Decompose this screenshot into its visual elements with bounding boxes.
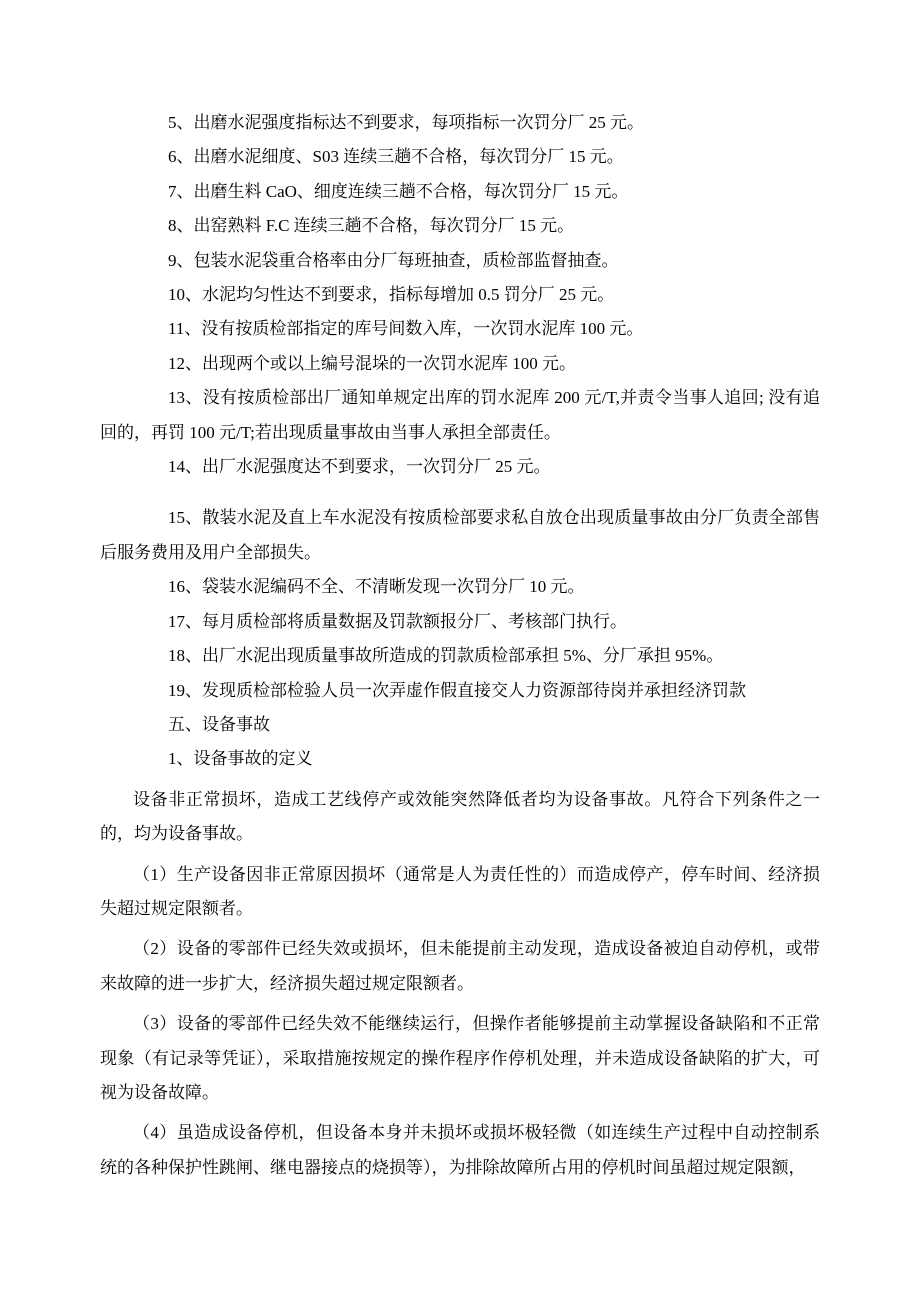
paragraph: 设备非正常损坏，造成工艺线停产或效能突然降低者均为设备事故。凡符合下列条件之一的，均为设备事故。 (100, 789, 820, 844)
paragraph: 17、每月质检部将质量数据及罚款额报分厂、考核部门执行。 (168, 611, 627, 631)
paragraph: 9、包装水泥袋重合格率由分厂每班抽查，质检部监督抽查。 (168, 250, 619, 270)
paragraph: 19、发现质检部检验人员一次弄虚作假直接交人力资源部待岗并承担经济罚款 (168, 680, 746, 700)
paragraph: 16、袋装水泥编码不全、不清晰发现一次罚分厂 10 元。 (168, 577, 585, 597)
paragraph: 5、出磨水泥强度指标达不到要求，每项指标一次罚分厂 25 元。 (168, 113, 644, 132)
paragraph: 14、出厂水泥强度达不到要求，一次罚分厂 25 元。 (168, 457, 551, 477)
paragraph: （4）虽造成设备停机，但设备本身并未损坏或损坏极轻微（如连续生产过程中自动控制系统的各种保护性跳闸、继电器接点的烧损等），为排除故障所占用的停机时间虽超过规定限额， (100, 1123, 820, 1177)
paragraph: 8、出窑熟料 F.C 连续三趟不合格，每次罚分厂 15 元。 (168, 216, 575, 236)
paragraph: 12、出现两个或以上编号混垛的一次罚水泥库 100 元。 (168, 353, 576, 373)
paragraph: 7、出磨生料 CaO、细度连续三趟不合格，每次罚分厂 15 元。 (168, 181, 629, 201)
paragraph: 13、没有按质检部出厂通知单规定出库的罚水泥库 200 元/T,并责令当事人追回; 没有追回的，再罚 100 元/T;若出现质量事故由当事人承担全部责任。 (100, 388, 820, 442)
paragraph: 11、没有按质检部指定的库号间数入库，一次罚水泥库 100 元。 (168, 319, 644, 339)
paragraph: （2）设备的零部件已经失效或损坏，但未能提前主动发现，造成设备被迫自动停机，或带来故障的进一步扩大，经济损失超过规定限额者。 (100, 939, 820, 993)
paragraph: 10、水泥均匀性达不到要求，指标每增加 0.5 罚分厂 25 元。 (168, 285, 615, 305)
paragraph: （3）设备的零部件已经失效不能继续运行，但操作者能够提前主动掌握设备缺陷和不正常现象（有记录等凭证），采取措施按规定的操作程序作停机处理，并未造成设备缺陷的扩大，可视为设备故障。 (100, 1014, 820, 1102)
paragraph: 18、出厂水泥出现质量事故所造成的罚款质检部承担 5%、分厂承担 95%。 (168, 646, 724, 666)
paragraph: 6、出磨水泥细度、S03 连续三趟不合格，每次罚分厂 15 元。 (168, 147, 624, 167)
paragraph: 15、散装水泥及直上车水泥没有按质检部要求私自放仓出现质量事故由分厂负责全部售后服务费用及用户全部损失。 (100, 508, 820, 562)
paragraph: （1）生产设备因非正常原因损坏（通常是人为责任性的）而造成停产，停车时间、经济损失超过规定限额者。 (100, 864, 820, 918)
paragraph: 五、设备事故 (168, 714, 270, 734)
paragraph: 1、设备事故的定义 (168, 749, 313, 769)
